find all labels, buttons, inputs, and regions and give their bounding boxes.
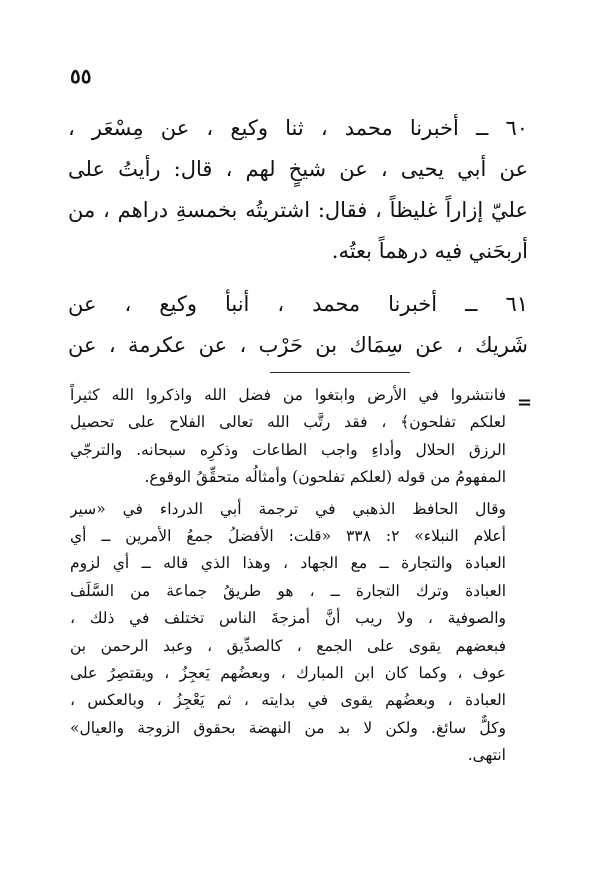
- footnote: [70, 382, 506, 769]
- paragraph-gap: [68, 272, 528, 284]
- footnote-line: والصوفية ، ولا ريب أنَّ أمزجةَ الناس تختلف في ذلك ،: [70, 609, 506, 628]
- footnote-line: العبادة ، وبعضُهم يقوى في بدايته ، ثم يَعْجِزُ ، وبالعكس ،: [70, 691, 506, 710]
- footnote-line: انتهى.: [467, 746, 506, 765]
- main-text-line: ٦١ ــ أخبرنا محمد ، أنبأ وكيع ، عن: [68, 292, 528, 316]
- footnote-line: وكلٌّ سائغ. ولكن لا بد من النهضة بحقوق الزوجة والعيال»: [70, 718, 506, 737]
- main-text-line: عن أبي يحيى ، عن شيخٍ لهم ، قال: رأيتُ على: [68, 157, 528, 181]
- main-text-line: عليّ إزاراً غليظاً ، فقال: اشتريتُه بخمسةِ دراهم ، من: [68, 198, 528, 222]
- page-number: ٥٥: [70, 64, 92, 88]
- footnote-line: الرزق الحلال وأداءِ واجب الطاعات وذكرِه سبحانه. والترجّي: [70, 440, 506, 459]
- main-text-line: ٦٠ ــ أخبرنا محمد ، ثنا وكيع ، عن مِسْعَر ،: [68, 116, 528, 140]
- main-text-line: أربحَني فيه درهماً بعتُه.: [331, 239, 528, 263]
- footnote-line: عوف ، وكما كان ابن المبارك ، وبعضُهم يَعجِزُ ، ويقتصِرُ على: [70, 663, 506, 682]
- footnote-line: لعلكم تفلحون﴾ ، فقد رتَّب الله تعالى الفلاح على تحصيل: [70, 413, 506, 432]
- footnote-line: فانتشروا في الأرض وابتغوا من فضل الله واذكروا الله كثيراً: [70, 386, 506, 404]
- footnote-line: فبعضهم يقوى على الجمع ، كالصدِّيق ، وعبد الرحمن بن: [70, 636, 506, 655]
- footnote-continuation-marker: =: [517, 392, 533, 413]
- footnote-separator: [270, 372, 410, 373]
- footnote-line: العبادة والتجارة ــ مع الجهاد ، وهذا الذي قاله ــ أي لزوم: [70, 554, 506, 573]
- footnote-line: المفهومُ من قوله (لعلكم تفلحون) وأمثالُه متحقِّقُ الوقوع.: [144, 468, 506, 487]
- main-text-line: شَريك ، عن سِمَاك بن حَرْب ، عن عكرمة ، عن: [68, 333, 528, 357]
- footnote-line: العبادة وترك التجارة ــ ، هو طريقُ جماعة من السَّلَف: [70, 581, 506, 600]
- main-text: [68, 108, 528, 366]
- footnote-line: أعلام النبلاء» ٢: ٣٣٨ «قلت: الأفضلُ جمعُ الأمرين ــ أي: [70, 526, 506, 545]
- footnote-line: وقال الحافظ الذهبي في ترجمة أبي الدرداء في «سير: [70, 499, 506, 518]
